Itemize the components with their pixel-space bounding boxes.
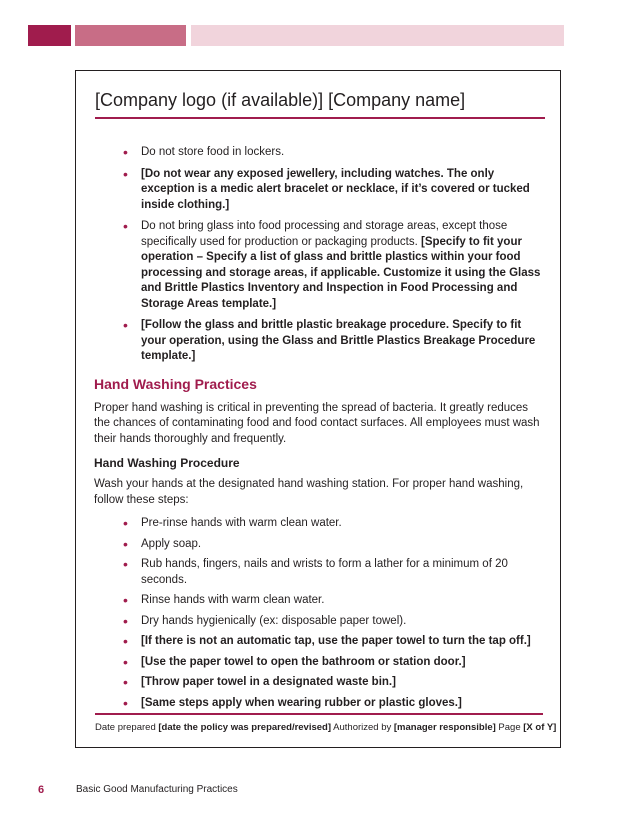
running-title: Basic Good Manufacturing Practices xyxy=(76,784,238,795)
step-text: [If there is not an automatic tap, use the paper towel to turn the tap off.] xyxy=(141,635,531,647)
page-number: 6 xyxy=(38,784,45,796)
step-item xyxy=(94,675,544,691)
header-band-dark xyxy=(28,25,71,46)
rule-text: Do not bring glass into food processing and storage areas, except those specifically used for production or packaging products. xyxy=(141,220,508,248)
step-item xyxy=(94,537,544,553)
header-band-light xyxy=(191,25,564,46)
step-item xyxy=(94,634,544,650)
rule-item xyxy=(94,318,544,365)
page-value: [X of Y] xyxy=(523,722,557,733)
policy-content xyxy=(94,145,544,716)
rule-text: [Specify to fit your operation – Specify a list of glass and brittle plastics within your food processing and storage areas, if applicable. Customize it using the Glass and Brittle Plastics Inventory and Inspection in Food Processing and Storage Areas template.] xyxy=(141,235,541,310)
section-heading: Hand Washing Practices xyxy=(94,375,257,392)
procedure-subheading: Hand Washing Procedure xyxy=(94,456,240,470)
step-text: Rinse hands with warm clean water. xyxy=(141,594,325,606)
procedure-lead: Wash your hands at the designated hand washing station. For proper hand washing, follow these steps: xyxy=(94,478,524,506)
step-item xyxy=(94,516,544,532)
step-text: Rub hands, fingers, nails and wrists to form a lather for a minimum of 20 seconds. xyxy=(141,558,508,586)
rule-item xyxy=(94,219,544,312)
signoff-line xyxy=(95,721,557,734)
rule-text: Do not store food in lockers. xyxy=(141,146,285,158)
step-text: [Same steps apply when wearing rubber or plastic gloves.] xyxy=(141,696,462,709)
step-text: [Throw paper towel in a designated waste bin.] xyxy=(141,676,396,688)
template-frame xyxy=(75,70,561,748)
author-value: [manager responsible] xyxy=(393,722,496,733)
step-item xyxy=(94,593,544,609)
steps-list xyxy=(94,516,544,711)
step-text: Apply soap. xyxy=(141,537,202,550)
author-label: Authorized by xyxy=(331,722,394,733)
rule-item xyxy=(94,167,544,214)
step-text: Pre-rinse hands with warm clean water. xyxy=(141,517,342,529)
date-value: [date the policy was prepared/revised] xyxy=(158,722,332,733)
rule-text: [Follow the glass and brittle plastic breakage procedure. Specify to fit your operation, using the Glass and Brittle Plastics Breakage Procedure template.] xyxy=(141,319,536,362)
rule-item xyxy=(94,145,544,161)
step-item xyxy=(94,696,544,712)
section-intro: Proper hand washing is critical in preventing the spread of bacteria. It greatly reduces the chances of contaminating food and food contact surfaces. All employees must wash their hands thoroughly and frequently. xyxy=(94,401,540,445)
page-label: Page xyxy=(495,722,524,733)
step-text: [Use the paper towel to open the bathroom or station door.] xyxy=(141,655,466,668)
step-item xyxy=(94,557,544,588)
step-item xyxy=(94,614,544,630)
date-label: Date prepared xyxy=(95,722,159,733)
footer-divider xyxy=(95,713,543,715)
rule-text: [Do not wear any exposed jewellery, including watches. The only exception is a medic alert bracelet or necklace, if it’s covered or tucked inside clothing.] xyxy=(141,167,530,211)
step-item xyxy=(94,655,544,671)
step-text: Dry hands hygienically (ex: disposable paper towel). xyxy=(141,614,407,627)
rules-list xyxy=(94,145,544,365)
header-band-mid xyxy=(75,25,186,46)
page-title: [Company logo (if available)] [Company name] xyxy=(95,88,545,119)
